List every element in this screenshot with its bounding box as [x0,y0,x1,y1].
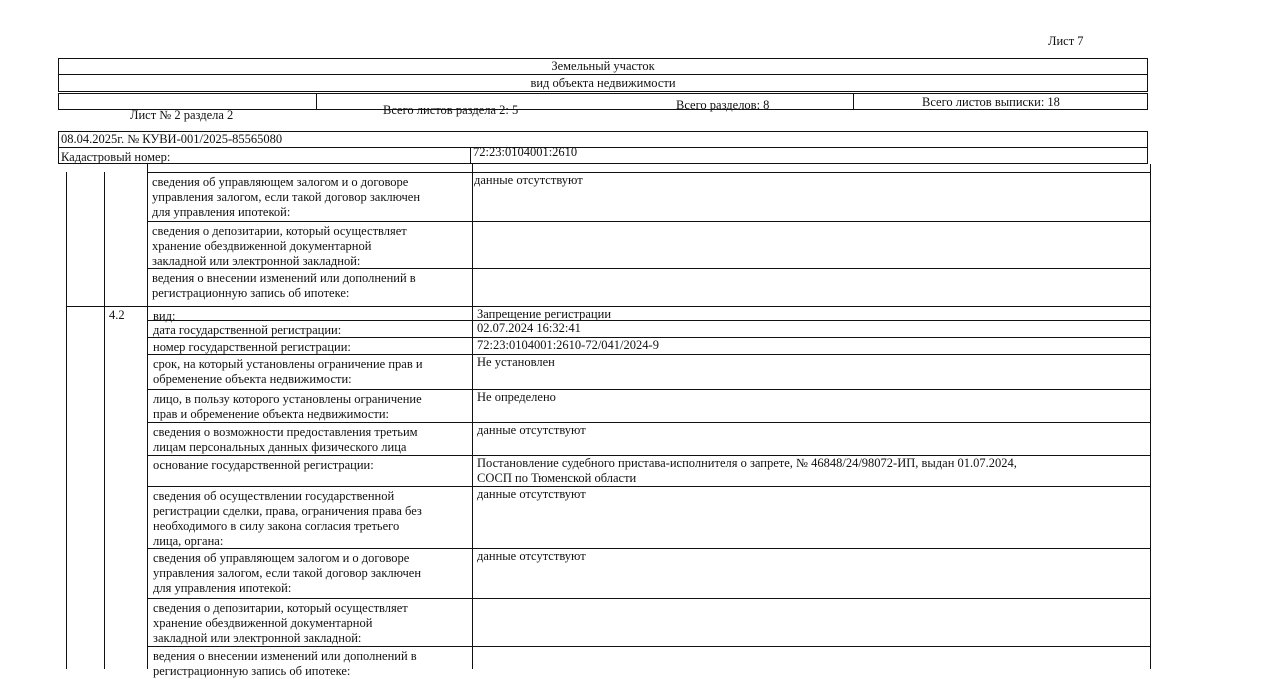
row-label [153,340,351,355]
row-value-line: Не установлен [477,355,555,369]
row-value-line: 02.07.2024 16:32:41 [477,321,581,335]
row-divider [147,548,1150,549]
row-divider [147,221,1150,222]
row-label-line: ведения о внесении изменений или дополнений в [153,649,417,663]
row-value-line: данные отсутствуют [477,423,586,437]
row-label-line: хранение обездвиженной документарной [152,239,372,253]
row-value-line: данные отсутствуют [474,173,583,187]
row-label-line: вид: [153,309,176,323]
row-label-line: управления залогом, если такой договор заключен [153,566,422,580]
row-divider [147,172,1150,173]
row-label-line: закладной или электронной закладной: [152,254,361,268]
row-divider [147,422,1150,423]
table-border-left [66,172,67,669]
row-value [477,423,586,438]
cadastral-divider [470,147,471,164]
row-label-line: сведения о депозитарии, который осуществляет [153,601,408,615]
row-value-line: СОСП по Тюменской области [477,471,637,485]
row-value-line: Не определено [477,390,556,404]
table-border-right [1150,164,1151,669]
row-label [153,309,175,324]
row-label [153,357,423,387]
row-value [477,456,1017,486]
row-label-line: срок, на который установлены ограничение прав и [153,357,423,371]
object-title [58,58,1148,75]
row-value [477,549,586,564]
row-value-line: Постановление судебного пристава-исполнителя о запрете, № 46848/24/98072-ИП, выдан 01.07.2024, [477,456,1017,470]
total-sheets-extract: Всего листов выписки: 18 [922,95,1060,109]
row-label-line: лица, органа: [153,534,224,548]
row-value-line: 72:23:0104001:2610-72/041/2024-9 [477,338,659,352]
total-sections: Всего разделов: 8 [676,98,770,112]
section-number: 4.2 [109,308,125,322]
row-divider [147,268,1150,269]
row-label-line: сведения об управляющем залогом и о договоре [152,175,409,189]
row-label-line: регистрации сделки, права, ограничения права без [153,504,422,518]
row-label [153,458,374,473]
row-label-line: номер государственной регистрации: [153,340,351,354]
row-divider [147,646,1150,647]
cadastral-label: Кадастровый номер: [61,150,171,164]
row-divider [147,486,1150,487]
object-subtitle [58,74,1148,92]
row-label-line: сведения об управляющем залогом и о договоре [153,551,410,565]
row-label [153,392,422,422]
row-value [474,173,583,188]
row-label-line: закладной или электронной закладной: [153,631,362,645]
row-label [153,551,421,596]
object-title-text: Земельный участок [551,59,655,73]
row-label-line: лицам персональных данных физического лица [153,440,407,454]
row-label [153,601,408,646]
table-column-divider [472,164,473,669]
row-label-line: управления залогом, если такой договор заключен [152,190,421,204]
row-label [153,425,418,455]
row-label-line: регистрационную запись об ипотеке: [152,286,350,300]
row-label-line: сведения о возможности предоставления третьим [153,425,418,439]
row-label-line: основание государственной регистрации: [153,458,374,472]
row-value [477,321,581,336]
row-divider [147,598,1150,599]
row-label-line: лицо, в пользу которого установлены ограничение [153,392,422,406]
row-label-line: необходимого в силу закона согласия третьего [153,519,400,533]
row-divider [147,354,1150,355]
row-value [477,355,555,370]
row-label [153,489,422,549]
row-label [153,323,341,338]
row-label-line: прав и обременение объекта недвижимости: [153,407,389,421]
row-label-line: обременение объекта недвижимости: [153,372,352,386]
row-divider [147,320,1150,321]
sheet-info-divider [853,93,854,110]
row-divider [147,389,1150,390]
sheet-info-divider [316,93,317,110]
row-value [477,338,659,353]
row-label-line: сведения о депозитарии, который осуществляет [152,224,407,238]
row-label [152,271,416,301]
row-value [477,487,586,502]
row-label [153,649,417,679]
row-label-line: хранение обездвиженной документарной [153,616,373,630]
total-sheets-section: Всего листов раздела 2: 5 [383,103,519,117]
row-value-line: данные отсутствуют [477,487,586,501]
row-label-line: для управления ипотекой: [153,581,292,595]
row-label-line: ведения о внесении изменений или дополнений в [152,271,416,285]
cadastral-row [58,147,1148,164]
row-label [152,224,407,269]
row-value-line: Запрещение регистрации [477,307,612,321]
cadastral-value: 72:23:0104001:2610 [473,145,578,159]
doc-ref: 08.04.2025г. № КУВИ-001/2025-85565080 [61,132,283,146]
row-value-line: данные отсутствуют [477,549,586,563]
table-column-divider [104,172,105,669]
sheet-number: Лист № 2 раздела 2 [130,108,234,122]
sheet-label: Лист 7 [1048,34,1084,48]
row-value [477,390,556,405]
row-label-line: сведения об осуществлении государственной [153,489,395,503]
section-top-line [66,306,1150,307]
row-label [152,175,420,220]
doc-ref-row [58,131,1148,148]
table-column-divider [147,164,148,669]
row-label-line: для управления ипотекой: [152,205,291,219]
row-label-line: дата государственной регистрации: [153,323,342,337]
object-subtitle-text: вид объекта недвижимости [530,76,676,90]
row-label-line: регистрационную запись об ипотеке: [153,664,351,678]
